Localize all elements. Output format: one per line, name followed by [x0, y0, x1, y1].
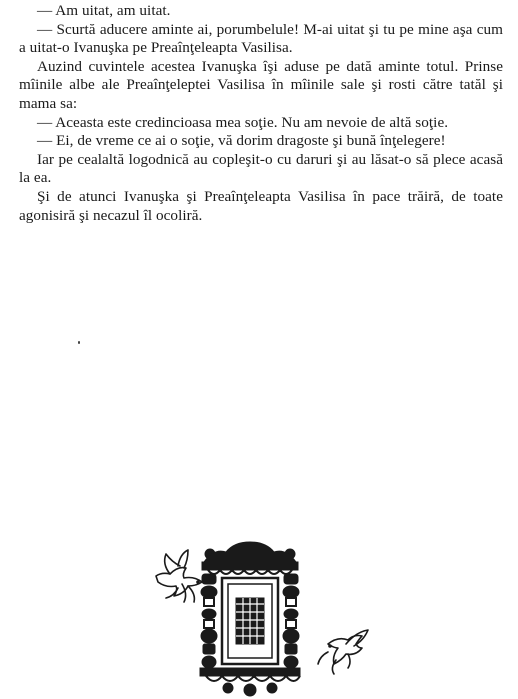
right-dove-icon [318, 630, 368, 674]
story-text [19, 2, 503, 225]
window-with-doves-illustration [148, 540, 378, 699]
ink-speck [78, 341, 80, 344]
paragraph: Iar pe cealaltă logodnică au copleşit-o cu daruri şi au lăsat-o să plece acasă la ea. [19, 150, 503, 187]
paragraph: Şi de atunci Ivanuşka şi Preaînţeleapta Vasilisa în pace trăiră, de toate agonisiră şi necazul îl ocoliră. [19, 187, 503, 224]
paragraph: — Scurtă aducere aminte ai, porumbelule! M-ai uitat şi tu pe mine aşa cum a uitat-o Ivanuşka pe Preaînţeleapta Vasilisa. [19, 20, 503, 57]
left-dove-icon [156, 550, 202, 602]
carved-window [200, 542, 300, 696]
paragraph: — Aceasta este credincioasa mea soţie. Nu am nevoie de altă soţie. [37, 113, 449, 131]
paragraph: Auzind cuvintele acestea Ivanuşka îşi aduse pe dată aminte totul. Prinse mîinile albe ale Preaînţeleptei Vasilisa în mîinile sale şi rosti către tatăl şi mama sa: [19, 57, 503, 112]
paragraph: — Am uitat, am uitat. [37, 2, 171, 19]
paragraph: — Ei, de vreme ce ai o soţie, vă dorim dragoste şi bună înţelegere! [37, 132, 446, 150]
